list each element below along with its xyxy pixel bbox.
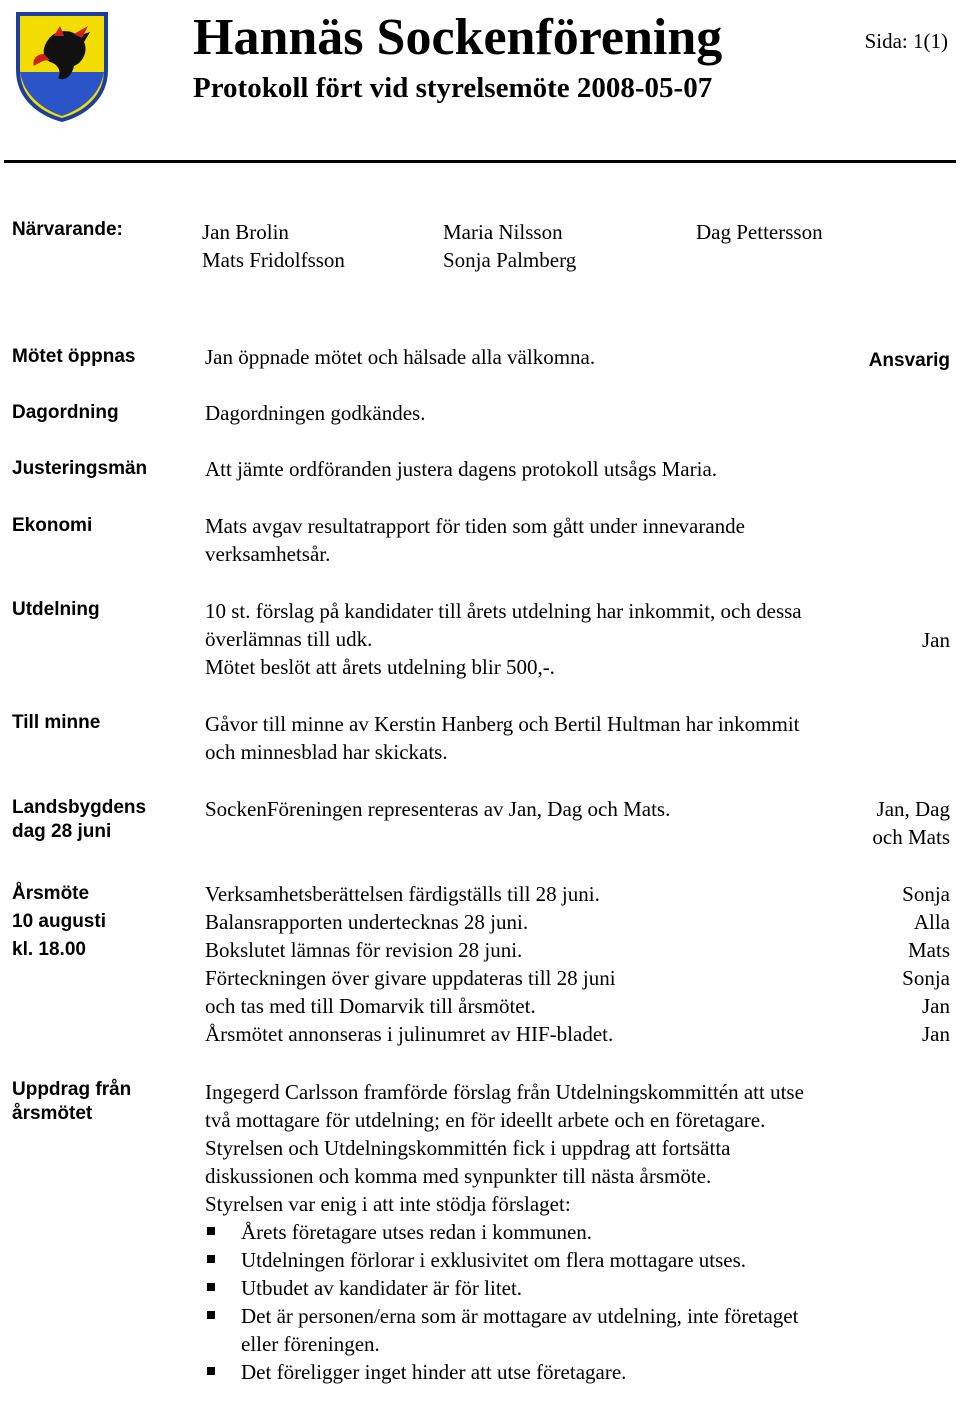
item-paragraph: Dagordningen godkändes.: [205, 401, 426, 425]
page-title: Hannäs Sockenförening: [193, 9, 723, 66]
item-label-line: kl. 18.00: [12, 939, 86, 960]
item-label-line: 10 augusti: [12, 911, 106, 932]
item-text: [205, 1078, 823, 1386]
item-label: [12, 880, 106, 964]
item-text: [205, 343, 845, 371]
item-label-line: dag 28 juni: [12, 821, 112, 842]
responsible-line: och Mats: [872, 825, 950, 849]
item-label-line: Uppdrag från: [12, 1079, 132, 1100]
item-text: [205, 399, 845, 427]
coat-of-arms-logo: [14, 10, 110, 122]
item-label: [12, 1078, 131, 1126]
item-text: [205, 455, 845, 483]
item-paragraph: Verksamhetsberättelsen färdigställs till 28 juni.: [205, 882, 600, 906]
item-paragraph: 10 st. förslag på kandidater till årets utdelning har inkommit, och dessa överlämnas till udk.: [205, 599, 802, 651]
bullet-square-icon: [207, 1227, 215, 1235]
page-subtitle: Protokoll fört vid styrelsemöte 2008-05-07: [193, 72, 713, 104]
item-paragraph: Årsmötet annonseras i julinumret av HIF-bladet.: [205, 1022, 614, 1046]
item-text: [205, 880, 845, 1048]
page-number: Sida: 1(1): [864, 29, 948, 53]
item-label: Mötet öppnas: [12, 346, 136, 367]
item-paragraph: och tas med till Domarvik till årsmötet.: [205, 994, 536, 1018]
item-label-line: Årsmöte: [12, 883, 90, 904]
responsible-person: Alla: [913, 910, 950, 934]
list-item: [205, 1246, 823, 1274]
responsible-person: Jan: [922, 1022, 950, 1046]
responsible-list: [902, 880, 950, 1048]
list-item-text: Årets företagare utses redan i kommunen.: [241, 1220, 593, 1244]
responsible-person: [872, 795, 950, 851]
attendee-name: Maria Nilsson: [443, 220, 563, 244]
responsible-person: Mats: [908, 938, 950, 962]
bullet-square-icon: [207, 1367, 215, 1375]
item-label-line: Landsbygdens: [12, 797, 147, 818]
list-item-text: Utdelningen förlorar i exklusivitet om flera mottagare utses.: [241, 1248, 747, 1272]
item-paragraph: Att jämte ordföranden justera dagens protokoll utsågs Maria.: [205, 457, 718, 481]
attendee-col2: [443, 218, 576, 274]
item-paragraph: Bokslutet lämnas för revision 28 juni.: [205, 938, 523, 962]
item-label: Ekonomi: [12, 515, 93, 536]
list-item: [205, 1218, 823, 1246]
attendee-name: Sonja Palmberg: [443, 248, 577, 272]
item-paragraph: Förteckningen över givare uppdateras till 28 juni: [205, 966, 616, 990]
item-paragraph: Styrelsen var enig i att inte stödja förslaget:: [205, 1192, 571, 1216]
item-label: Utdelning: [12, 599, 100, 620]
responsible-person: Sonja: [902, 882, 950, 906]
item-paragraph: SockenFöreningen representeras av Jan, Dag och Mats.: [205, 797, 671, 821]
item-paragraph: Ingegerd Carlsson framförde förslag från Utdelningskommittén att utse två mottagare för utdelning; en för ideellt arbete och en företagare.: [205, 1080, 804, 1132]
responsible-line: Jan, Dag: [876, 797, 950, 821]
attendee-col3: [696, 218, 823, 246]
item-paragraph: Jan öppnade mötet och hälsade alla välkomna.: [205, 345, 596, 369]
item-label: Dagordning: [12, 402, 119, 423]
item-paragraph: Gåvor till minne av Kerstin Hanberg och Bertil Hultman har inkommit och minnesblad har skickats.: [205, 712, 800, 764]
attendee-name: Dag Pettersson: [696, 220, 823, 244]
list-item: [205, 1302, 823, 1358]
bullet-square-icon: [207, 1311, 215, 1319]
item-paragraph: Mötet beslöt att årets utdelning blir 500,-.: [205, 655, 555, 679]
bullet-square-icon: [207, 1255, 215, 1263]
bullet-square-icon: [207, 1283, 215, 1291]
attendance-label: Närvarande:: [12, 219, 123, 240]
responsible-header: Ansvarig: [868, 350, 950, 371]
item-paragraph: Balansrapporten undertecknas 28 juni.: [205, 910, 529, 934]
responsible-person: Sonja: [902, 966, 950, 990]
list-item-text: Det är personen/erna som är mottagare av utdelning, inte företaget eller föreningen.: [241, 1304, 799, 1356]
responsible-person: Jan: [922, 628, 950, 652]
list-item-text: Det föreligger inget hinder att utse företagare.: [241, 1360, 627, 1384]
item-text: [205, 710, 805, 766]
bullet-list: [205, 1218, 823, 1386]
item-paragraph: Styrelsen och Utdelningskommittén fick i uppdrag att fortsätta diskussionen och komma med synpunkter till nästa årsmöte.: [205, 1136, 731, 1188]
item-text: [205, 597, 805, 681]
responsible-person: Jan: [922, 994, 950, 1018]
item-label-line: årsmötet: [12, 1103, 93, 1124]
header-divider: [4, 160, 956, 163]
attendee-name: Jan Brolin: [202, 220, 289, 244]
list-item: [205, 1274, 823, 1302]
item-paragraph: Mats avgav resultatrapport för tiden som gått under innevarande verksamhetsår.: [205, 514, 745, 566]
item-label: Justeringsmän: [12, 458, 148, 479]
list-item-text: Utbudet av kandidater är för litet.: [241, 1276, 523, 1300]
item-label: [12, 796, 146, 844]
item-text: [205, 795, 845, 823]
list-item: [205, 1358, 823, 1386]
item-label: Till minne: [12, 712, 101, 733]
item-text: [205, 512, 830, 568]
attendee-name: Mats Fridolfsson: [202, 248, 345, 272]
attendee-col1: [202, 218, 345, 274]
